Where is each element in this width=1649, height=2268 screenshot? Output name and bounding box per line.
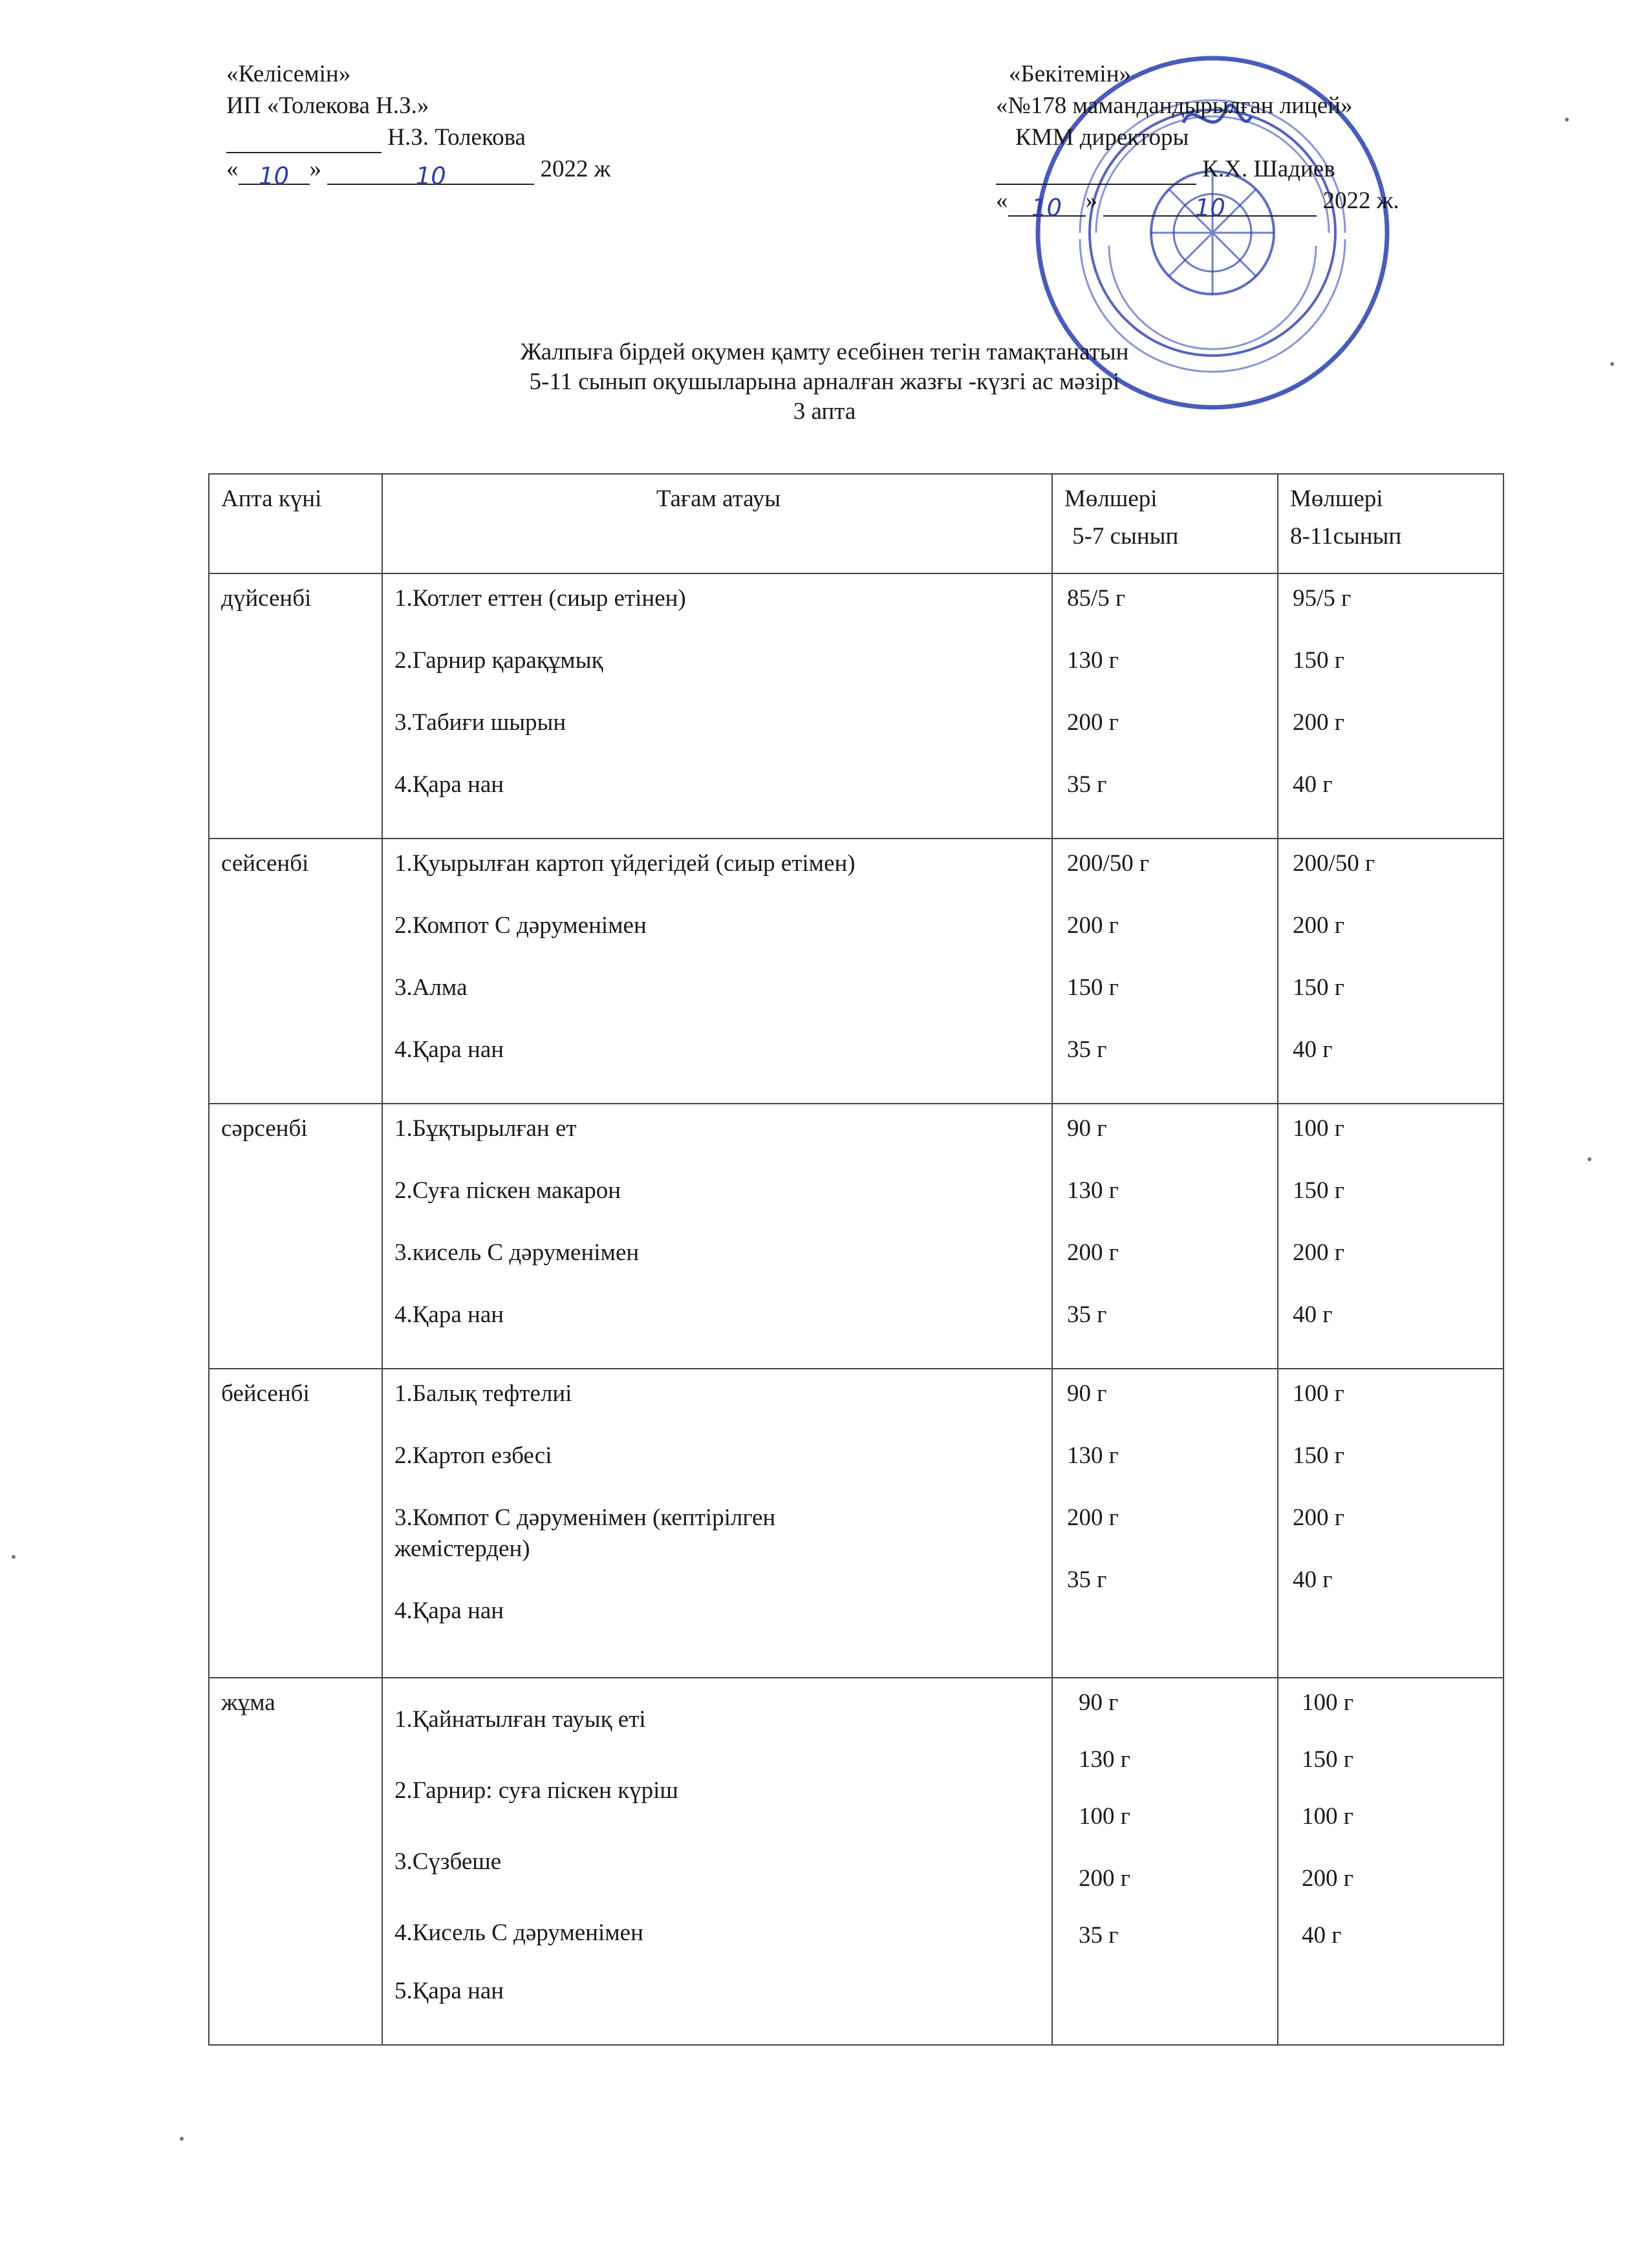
header-amount-5-7 [1052,474,1278,573]
table-header-row [209,474,1503,573]
date-month-blank [327,160,534,190]
speck [1588,1157,1591,1161]
table-row-wednesday [209,1104,1503,1369]
approval-header [996,58,1399,222]
header-amount-8-11 [1278,474,1503,573]
dish-item: 4.Кисель С дәруменімен [394,1920,643,1946]
amount-value: 35 г [1067,1301,1107,1328]
amount-value: 200/50 г [1067,850,1150,877]
approve-label: «Бекітемін» [1009,61,1132,87]
signature-line [226,122,610,153]
amount-value: 200 г [1293,1504,1344,1531]
approval-date-line: « 10 » 10 2022 ж. [996,187,1399,222]
dish-cell [382,1369,1052,1678]
amount-value: 100 г [1079,1803,1130,1830]
amount-5-7-cell [1052,573,1278,839]
amount-5-7-cell [1052,839,1278,1104]
amount-value: 40 г [1293,1567,1333,1593]
menu-table [208,473,1504,2046]
amount-value: 130 г [1067,647,1119,674]
amount-value: 100 г [1293,1380,1344,1407]
table-row-friday [209,1678,1503,2045]
dish-item: 1.Бұқтырылған ет [394,1115,577,1142]
dish-item: 1.Қайнатылған тауық еті [394,1706,646,1733]
amount-value: 40 г [1293,771,1333,798]
day-cell: сейсенбі [209,839,382,1104]
amount-value: 130 г [1067,1442,1119,1469]
amount-value: 200 г [1293,912,1344,939]
dish-cell [382,839,1052,1104]
day-cell: дүйсенбі [209,573,382,839]
amount-value: 35 г [1067,1036,1107,1063]
approval-year: 2022 ж. [1322,187,1399,214]
date-month: 10 [415,162,446,190]
day-cell: бейсенбі [209,1369,382,1678]
day-cell: сәрсенбі [209,1104,382,1369]
amount-value: 150 г [1067,974,1119,1001]
amount-value: 40 г [1293,1301,1333,1328]
amount-value: 90 г [1079,1689,1119,1716]
amount-value: 200 г [1067,1504,1119,1531]
date-line: « 10 » 10 2022 ж [226,156,611,190]
amount-5-7-cell [1052,1104,1278,1369]
amount-value: 95/5 г [1293,585,1352,612]
amount-value: 100 г [1302,1803,1353,1830]
amount-value: 35 г [1067,1567,1107,1593]
header-dish: Тағам атауы [382,474,1052,573]
dish-item: 3.Сүзбеше [394,1848,502,1875]
amount-value: 200 г [1067,912,1119,939]
header-amount-5-7-title: Мөлшері [1064,486,1158,512]
amount-value: 150 г [1293,1442,1344,1469]
table-row-tuesday [209,839,1503,1104]
speck [1610,362,1614,366]
amount-value: 200 г [1067,1239,1119,1266]
table-row-thursday [209,1369,1503,1678]
amount-value: 90 г [1067,1115,1107,1142]
amount-value: 150 г [1293,647,1344,674]
amount-value: 150 г [1293,974,1344,1001]
agreement-header [226,58,611,190]
amount-value: 200/50 г [1293,850,1375,877]
title-line-2: 5-11 сынып оқушыларына арналған жазғы -күзгі ас мәзірі [529,369,1120,395]
amount-value: 35 г [1067,771,1107,798]
amount-value: 150 г [1302,1746,1353,1773]
table-row-monday [209,573,1503,839]
header-day: Апта күні [209,474,382,573]
dish-item: 3.Алма [394,974,468,1001]
dish-item: 3.кисель С дәруменімен [394,1239,640,1266]
date-day: 10 [258,162,290,190]
director-signature-blank [996,160,1196,185]
agree-label: «Келісемін» [226,61,351,87]
approval-day: 10 [1031,194,1062,222]
amount-value: 200 г [1293,1239,1344,1266]
amount-value: 150 г [1293,1177,1344,1204]
director-signature-line [996,153,1399,185]
amount-value: 130 г [1079,1746,1130,1773]
amount-value: 200 г [1079,1865,1130,1892]
approval-month-blank [1103,192,1317,222]
title-week: 3 апта [793,398,856,425]
director-position: КММ директоры [1015,124,1189,151]
speck [180,2137,184,2141]
approval-day-blank [1008,192,1086,222]
dish-cell [382,1678,1052,2045]
amount-8-11-cell [1278,1678,1503,2045]
amount-value: 90 г [1067,1380,1107,1407]
dish-item: 2.Картоп езбесі [394,1442,552,1469]
dish-item: 5.Қара нан [394,1978,504,2004]
dish-item: 2.Компот С дәруменімен [394,912,647,939]
amount-value: 200 г [1293,709,1344,736]
day-cell: жұма [209,1678,382,2045]
dish-item: 1.Котлет еттен (сиыр етінен) [394,585,686,612]
header-amount-5-7-grade: 5-7 сынып [1072,523,1179,550]
signer-name: Н.З. Толекова [387,124,526,151]
title-line-1: Жалпыға бірдей оқумен қамту есебінен тегін тамақтанатын [520,339,1129,365]
amount-value: 200 г [1067,709,1119,736]
dish-item: 1.Қуырылған картоп үйдегідей (сиыр етімен) [394,850,856,877]
menu-title [0,337,1649,427]
amount-5-7-cell [1052,1369,1278,1678]
amount-8-11-cell [1278,573,1503,839]
date-day-blank [239,160,310,190]
dish-item: 2.Гарнир қарақұмық [394,647,603,674]
amount-value: 40 г [1302,1922,1342,1949]
dish-item: 4.Қара нан [394,1598,504,1624]
dish-item: 4.Қара нан [394,1036,504,1063]
dish-item: 2.Суға піскен макарон [394,1177,621,1204]
amount-8-11-cell [1278,1104,1503,1369]
amount-value: 40 г [1293,1036,1333,1063]
header-amount-8-11-grade: 8-11сынып [1290,523,1402,550]
amount-value: 85/5 г [1067,585,1126,612]
dish-cell [382,573,1052,839]
dish-cell [382,1104,1052,1369]
signature-blank [226,129,382,153]
amount-value: 130 г [1067,1177,1119,1204]
dish-item: 2.Гарнир: суға піскен күріш [394,1777,678,1804]
amount-value: 100 г [1302,1689,1353,1716]
speck [1565,118,1569,122]
date-year: 2022 ж [540,156,611,182]
director-name: К.Х. Шадиев [1202,156,1335,182]
approval-month: 10 [1194,194,1225,222]
dish-item: 4.Қара нан [394,771,504,798]
amount-value: 100 г [1293,1115,1344,1142]
amount-value: 35 г [1079,1922,1119,1949]
amount-value: 200 г [1302,1865,1353,1892]
amount-8-11-cell [1278,839,1503,1104]
dish-item: 3.Компот С дәруменімен (кептірілген жемістерден) [394,1504,776,1562]
dish-item: 4.Қара нан [394,1301,504,1328]
header-amount-8-11-title: Мөлшері [1290,486,1383,512]
company-name: ИП «Толекова Н.З.» [226,92,429,119]
dish-item: 1.Балық тефтелиі [394,1380,572,1407]
amount-5-7-cell [1052,1678,1278,2045]
organization-name: «№178 мамандандырылған лицей» [996,92,1353,119]
speck [12,1555,16,1559]
dish-item: 3.Табиғи шырын [394,709,566,736]
amount-8-11-cell [1278,1369,1503,1678]
